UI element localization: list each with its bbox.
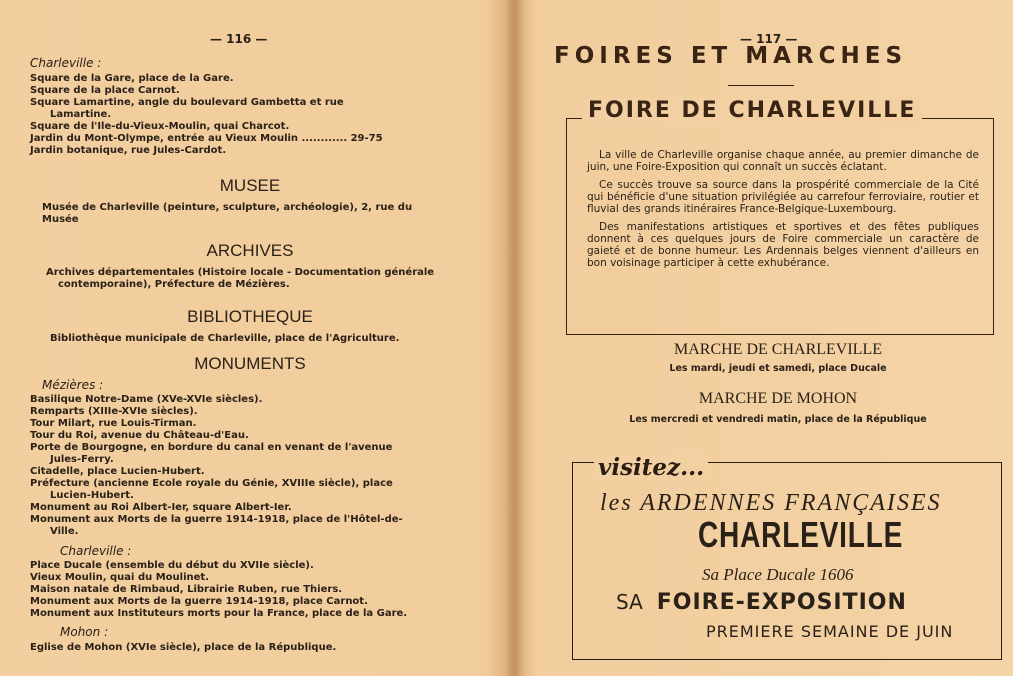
section-heading-mohon: Mohon : (60, 625, 109, 639)
list-item: Monument aux Instituteurs morts pour la France, place de la Gare. (30, 608, 408, 619)
section-title-monuments: MONUMENTS (194, 354, 306, 373)
bibliotheque-section (30, 307, 470, 345)
right-page (518, 0, 1013, 676)
section-heading-charleville-monuments: Charleville : (60, 544, 132, 558)
main-title: FOIRES ET MARCHES (554, 43, 908, 69)
list-item: Remparts (XIIIe-XVIe siècles). (30, 406, 198, 417)
foire-paragraph: Ce succès trouve sa source dans la prospérité commerciale de la Cité qui bénéficie d'une situation privilégiée au carrefour ferroviaire, routier et fluvial des grands itinéraires France-Belgique-Luxembourg. (587, 179, 979, 215)
list-item: Porte de Bourgogne, en bordure du canal en venant de l'avenue (30, 442, 393, 453)
list-item: Square de la place Carnot. (30, 85, 180, 96)
list-item: Citadelle, place Lucien-Hubert. (30, 466, 205, 477)
list-item: Jules-Ferry. (50, 454, 114, 465)
section-title-archives: ARCHIVES (206, 241, 294, 260)
list-item: Vieux Moulin, quai du Moulinet. (30, 572, 209, 583)
charleville-parks-section (30, 56, 388, 157)
list-item: Tour Milart, rue Louis-Tirman. (30, 418, 197, 429)
market-title: MARCHE DE CHARLEVILLE (674, 341, 882, 358)
market-mohon (558, 390, 998, 425)
section-heading-charleville: Charleville : (30, 56, 102, 70)
list-item: Préfecture (ancienne Ecole royale du Génie, XVIIIe siècle), place (30, 478, 393, 489)
ad-line-ardennes: les ARDENNES FRANÇAISES (600, 490, 942, 516)
list-item: Musée de Charleville (peinture, sculpture, archéologie), 2, rue du (42, 202, 413, 213)
monuments-section (30, 354, 470, 654)
list-item: Monument aux Morts de la guerre 1914-1918, place de l'Hôtel-de- (30, 514, 403, 525)
mezieres-list (30, 394, 470, 538)
foire-box (566, 118, 994, 335)
charleville-monuments-list (30, 560, 470, 620)
list-item: contemporaine), Préfecture de Mézières. (58, 279, 290, 290)
page-number-right: — 117 — (740, 32, 798, 46)
page-number-left: — 116 — (210, 32, 268, 46)
list-item: Jardin du Mont-Olympe, entrée au Vieux Moulin ............ 29-75 (30, 133, 383, 144)
foire-paragraph: La ville de Charleville organise chaque année, au premier dimanche de juin, une Foire-Exposition qui connaît un succès éclatant. (587, 149, 979, 173)
list-item: Maison natale de Rimbaud, Librairie Ruben, rue Thiers. (30, 584, 343, 595)
list-item: Archives départementales (Histoire locale - Documentation générale (46, 267, 435, 278)
foire-box-title: FOIRE DE CHARLEVILLE (582, 98, 922, 123)
title-divider (728, 85, 794, 86)
market-schedule: Les mercredi et vendredi matin, place de la République (629, 414, 927, 425)
ad-line-charleville: CHARLEVILLE (698, 514, 904, 555)
list-item: Ville. (50, 526, 79, 537)
ad-prefix: SA (616, 590, 643, 614)
archives-section (30, 241, 470, 291)
list-item: Square de l'Ile-du-Vieux-Moulin, quai Charcot. (30, 121, 290, 132)
list-item: Monument aux Morts de la guerre 1914-1918, place Carnot. (30, 596, 368, 607)
list-item: Musée (42, 214, 79, 225)
ad-visitez: visitez... (594, 454, 708, 481)
market-schedule: Les mardi, jeudi et samedi, place Ducale (669, 363, 887, 374)
list-item: Lucien-Hubert. (50, 490, 134, 501)
section-heading-mezieres: Mézières : (42, 378, 104, 392)
ad-foire-exposition: FOIRE-EXPOSITION (656, 590, 907, 615)
list-item: Place Ducale (ensemble du début du XVIIe siècle). (30, 560, 314, 571)
list-item: Square de la Gare, place de la Gare. (30, 73, 234, 84)
list-item: Basilique Notre-Dame (XVe-XVIe siècles). (30, 394, 263, 405)
foire-box-text (587, 149, 979, 275)
market-title: MARCHE DE MOHON (698, 390, 858, 407)
market-charleville (558, 341, 998, 374)
list-item: Bibliothèque municipale de Charleville, place de l'Agriculture. (50, 333, 400, 344)
list-item: Eglise de Mohon (XVIe siècle), place de la République. (30, 642, 337, 653)
ad-line-foire (616, 590, 907, 615)
list-item: Tour du Roi, avenue du Château-d'Eau. (30, 430, 249, 441)
foire-paragraph: Des manifestations artistiques et sportives et des fêtes publiques donnent à ces quelques jours de Foire commerciale un caractère de gaieté et de bonne humeur. Les Ardennais belges viennent d'ailleurs en bon voisinage participer à cette exhubérance. (587, 221, 979, 269)
list-item: Lamartine. (50, 109, 112, 120)
section-title-bibliotheque: BIBLIOTHEQUE (187, 307, 313, 326)
list-item: Monument au Roi Albert-Ier, square Albert-Ier. (30, 502, 292, 513)
list-item: Square Lamartine, angle du boulevard Gambetta et rue (30, 97, 344, 108)
musee-section (30, 176, 470, 226)
section-title-musee: MUSEE (219, 176, 281, 195)
ad-line-semaine: PREMIERE SEMAINE DE JUIN (706, 622, 954, 641)
list-item: Jardin botanique, rue Jules-Cardot. (30, 145, 227, 156)
ad-line-place-ducale: Sa Place Ducale 1606 (702, 565, 854, 584)
